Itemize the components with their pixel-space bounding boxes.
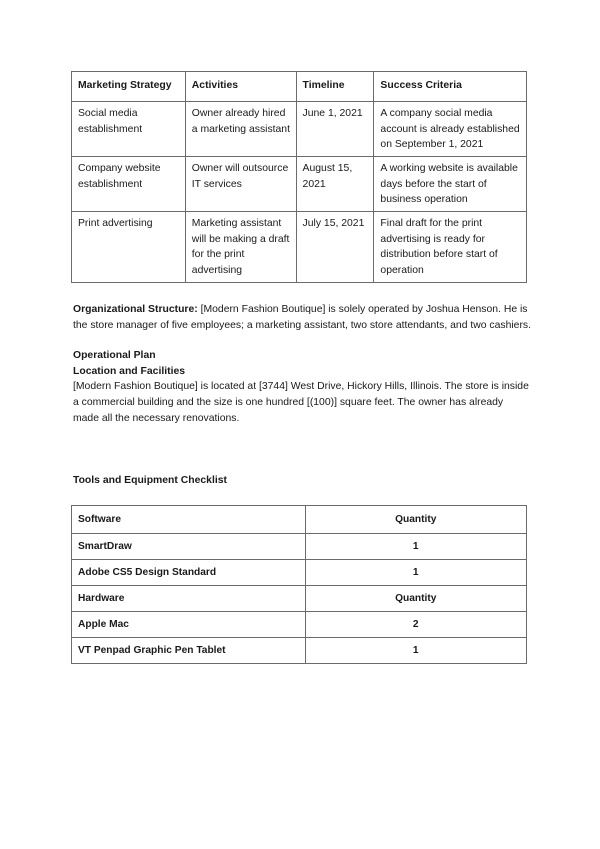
table-row: [72, 157, 527, 212]
table-cell: Hardware: [72, 586, 306, 612]
org-structure-label: Organizational Structure:: [73, 304, 198, 315]
organizational-structure-paragraph: [73, 302, 531, 334]
table-cell: Company website establishment: [72, 157, 186, 212]
table-cell: Owner already hired a marketing assistant: [185, 102, 296, 157]
marketing-strategy-table: [71, 71, 527, 283]
table-cell: Adobe CS5 Design Standard: [72, 560, 306, 586]
table-row: [72, 560, 527, 586]
column-header: Activities: [185, 72, 296, 102]
table-header-row: [72, 72, 527, 102]
quantity-cell: Quantity: [305, 586, 527, 612]
table-row: [72, 506, 527, 534]
column-header: Success Criteria: [374, 72, 527, 102]
table-cell: SmartDraw: [72, 534, 306, 560]
quantity-cell: 1: [305, 638, 527, 664]
table-cell: VT Penpad Graphic Pen Tablet: [72, 638, 306, 664]
location-facilities-heading: Location and Facilities: [73, 366, 186, 377]
quantity-cell: 2: [305, 612, 527, 638]
location-paragraph: [Modern Fashion Boutique] is located at [3744] West Drive, Hickory Hills, Illinois. The store is inside a commercial building and the size is one hundred [(100)] square feet. The owner has already made all the necessary renovations.: [73, 381, 529, 424]
operational-plan-heading: Operational Plan: [73, 350, 156, 361]
quantity-cell: 1: [305, 534, 527, 560]
table-cell: July 15, 2021: [296, 212, 374, 283]
table-cell: August 15, 2021: [296, 157, 374, 212]
table-row: [72, 586, 527, 612]
table-row: [72, 638, 527, 664]
tools-checklist-heading: Tools and Equipment Checklist: [73, 475, 227, 486]
org-structure-text: [Modern Fashion Boutique] is solely operated by Joshua Henson. He is the store manager of five employees; a marketing assistant, two store attendants, and two cashiers.: [73, 304, 531, 331]
table-cell: Apple Mac: [72, 612, 306, 638]
table-cell: A working website is available days before the start of business operation: [374, 157, 527, 212]
table-cell: Final draft for the print advertising is ready for distribution before start of operation: [374, 212, 527, 283]
table-cell: Social media establishment: [72, 102, 186, 157]
tools-equipment-table: [71, 505, 527, 664]
table-cell: Print advertising: [72, 212, 186, 283]
quantity-cell: Quantity: [305, 506, 527, 534]
column-header: Timeline: [296, 72, 374, 102]
quantity-cell: 1: [305, 560, 527, 586]
table-cell: Owner will outsource IT services: [185, 157, 296, 212]
table-row: [72, 612, 527, 638]
column-header: Marketing Strategy: [72, 72, 186, 102]
table-cell: Marketing assistant will be making a draft for the print advertising: [185, 212, 296, 283]
table-cell: A company social media account is already established on September 1, 2021: [374, 102, 527, 157]
table-row: [72, 102, 527, 157]
table-cell: Software: [72, 506, 306, 534]
table-row: [72, 534, 527, 560]
table-row: [72, 212, 527, 283]
table-cell: June 1, 2021: [296, 102, 374, 157]
